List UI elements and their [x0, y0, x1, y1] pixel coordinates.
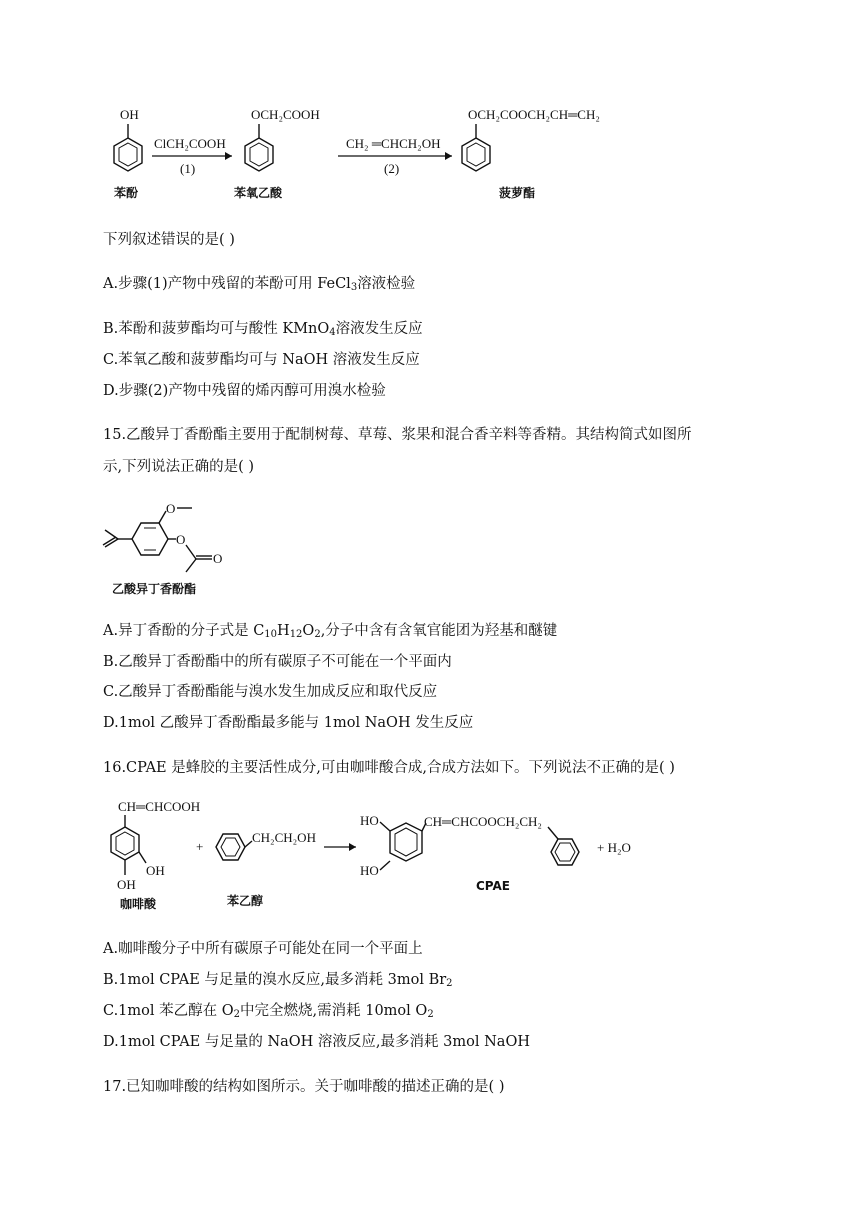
cpae-name: CPAE — [476, 879, 510, 893]
reagent-1: ClCH₂COOH — [154, 136, 226, 151]
isoeugenol-acetate-name: 乙酸异丁香酚酯 — [112, 582, 197, 596]
q15-stem-line-1: 15.乙酸异丁香酚酯主要用于配制树莓、草莓、浆果和混合香辛料等香精。其结构简式如图所 — [103, 427, 692, 443]
q16-option-d: D.1mol CPAE 与足量的 NaOH 溶液反应,最多消耗 3mol NaOH — [103, 1034, 530, 1050]
methoxy-o: O — [166, 501, 176, 516]
step-1-label: (1) — [180, 161, 196, 176]
step-2-label: (2) — [384, 161, 400, 176]
q15-option-c: C.乙酸异丁香酚酯能与溴水发生加成反应和取代反应 — [103, 684, 438, 700]
carbonyl-o: O — [213, 551, 223, 566]
caffeic-side-chain: CH═CHCOOH — [118, 799, 201, 814]
reaction-scheme-1 — [100, 100, 660, 210]
caffeic-oh-4: OH — [117, 877, 136, 892]
caffeic-acid-name: 咖啡酸 — [120, 897, 157, 911]
acid-name: 苯氧乙酸 — [234, 186, 283, 200]
q16-option-c: C.1mol 苯乙醇在 $O_2$中完全燃烧,需消耗 10mol $O_2$ — [103, 1003, 434, 1020]
ester-name: 菠萝酯 — [499, 186, 536, 200]
ester-substituent: OCH₂COOCH₂CH═CH₂ — [468, 107, 600, 122]
isoeugenol-acetate-structure — [100, 495, 240, 600]
q17-stem: 17.已知咖啡酸的结构如图所示。关于咖啡酸的描述正确的是( ) — [103, 1079, 505, 1095]
q15-option-a: A.异丁香酚的分子式是 $C_{10}H_{12}O_2$,分子中含有含氧官能团为羟基和醚键 — [103, 623, 558, 640]
ester-o: O — [176, 532, 186, 547]
phenethyl-alcohol-name: 苯乙醇 — [227, 894, 264, 908]
q16-option-a: A.咖啡酸分子中所有碳原子可能处在同一个平面上 — [103, 941, 423, 957]
phenethyl-side-chain: CH₂CH₂OH — [252, 830, 316, 845]
plus-sign: + — [196, 839, 204, 854]
phenol-oh-label: OH — [120, 107, 139, 122]
q15-option-b: B.乙酸异丁香酚酯中的所有碳原子不可能在一个平面内 — [103, 654, 452, 670]
reagent-2: CH₂ ═CHCH₂OH — [346, 136, 441, 151]
q14-option-b: B.苯酚和菠萝酯均可与酸性 KMnO$_4$溶液发生反应 — [103, 321, 423, 338]
q15-option-d: D.1mol 乙酸异丁香酚酯最多能与 1mol NaOH 发生反应 — [103, 715, 474, 731]
q14-option-a: A.步骤(1)产物中残留的苯酚可用 FeCl$_3$溶液检验 — [103, 276, 416, 293]
q16-option-b: B.1mol CPAE 与足量的溴水反应,最多消耗 3mol $Br_2$ — [103, 972, 453, 989]
cpae-ho-2: HO — [360, 863, 379, 878]
acid-substituent: OCH₂COOH — [251, 107, 320, 122]
cpae-side-chain: CH═CHCOOCH₂CH₂ — [424, 814, 542, 829]
caffeic-oh-3: OH — [146, 863, 165, 878]
phenol-name: 苯酚 — [114, 186, 139, 200]
water-product: + H₂O — [597, 840, 631, 855]
q16-stem: 16.CPAE 是蜂胶的主要活性成分,可由咖啡酸合成,合成方法如下。下列说法不正确的是( ) — [103, 760, 675, 776]
q14-option-c: C.苯氧乙酸和菠萝酯均可与 NaOH 溶液发生反应 — [103, 352, 420, 368]
q15-stem-line-2: 示,下列说法正确的是( ) — [103, 459, 255, 475]
cpae-synthesis-scheme — [100, 795, 660, 915]
q14-stem: 下列叙述错误的是( ) — [103, 232, 235, 248]
cpae-ho-1: HO — [360, 813, 379, 828]
q14-option-d: D.步骤(2)产物中残留的烯丙醇可用溴水检验 — [103, 383, 386, 399]
